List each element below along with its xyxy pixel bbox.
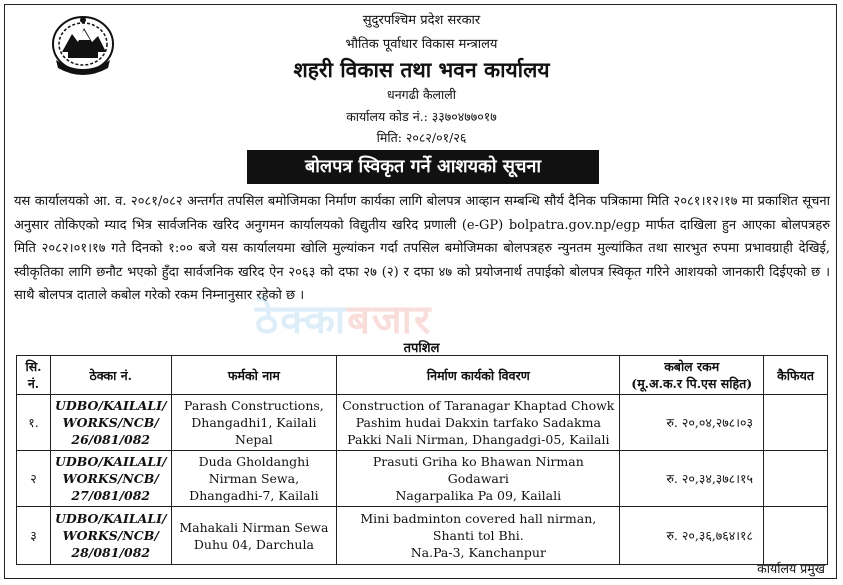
work-line: Prasuti Griha ko Bhawan Nirman Godawari: [372, 454, 584, 486]
header-work: निर्माण कार्यको विवरण: [337, 356, 620, 395]
work-line: Pashim hudai Dakxin tarfako Sadakma: [355, 415, 601, 430]
cell-work: [337, 507, 620, 565]
province-government: सुदुरपश्चिम प्रदेश सरकार: [362, 13, 481, 28]
cell-firm: [171, 451, 337, 507]
header-firm: फर्मको नाम: [171, 356, 337, 395]
cell-remarks: [764, 395, 828, 451]
work-line: Construction of Taranagar Khaptad Chowk: [342, 398, 615, 413]
firm-line: Parash Constructions,: [184, 398, 324, 413]
cell-sn: ३: [17, 507, 51, 565]
contract-line: 28/081/082: [71, 545, 151, 560]
cell-work: [337, 451, 620, 507]
office-name: शहरी विकास तथा भवन कार्यालय: [293, 57, 550, 82]
watermark-part2: बजार: [347, 297, 433, 343]
table-header-row: [17, 356, 828, 395]
cell-amount: रु. २०,३४,३७८।१५: [620, 451, 764, 507]
table-row: [17, 451, 828, 507]
notice-body: यस कार्यालयको आ. व. २०८१/०८२ अन्तर्गत तपसिल बमोजिमका निर्माण कार्यका लागि बोलपत्र आव्हान सम्बन्धि सौर्य दैनिक पत्रिकामा मिति २०८१।१२।१७ मा प्रकाशित सूचना अनुसार तोकिएको म्याद भित्र सार्वजनिक खरिद अनुगमन कार्यालयको विद्युतीय खरिद प्रणाली (e-GP) bolpatra.gov.np/egp मार्फत दाखिला हुन आएका बोलपत्रहरु मिति २०८२।०१।१७ गते दिनको १:०० बजे यस कार्यालयमा खोलि मुल्यांकन गर्दा तपसिल बमोजिमका बोलपत्रहरु न्युनतम मुल्यांकित तथा सारभुत रुपमा प्रभावग्राही देखिई, स्वीकृतिका लागि छनौट भएको हुँदा सार्वजनिक खरिद ऐन २०६३ को दफा २७ (२) र दफा ४७ को प्रयोजनार्थ तपाईको बोलपत्र स्विकृत गरिने आशयको जानकारी दिईएको छ । साथै बोलपत्र दाताले कबोल गरेको रकम निम्नानुसार रहेको छ ।: [14, 194, 830, 303]
notice-title: बोलपत्र स्विकृत गर्ने आशयको सूचना: [247, 150, 599, 184]
firm-line: Dhangadhi-7, Kailali: [189, 488, 319, 503]
firm-line: Mahakali Nirman Sewa: [179, 519, 329, 535]
header-sn: सि. नं.: [17, 356, 51, 395]
firm-line: Dhangadhi1, Kailali: [191, 415, 317, 430]
contract-line: WORKS/NCB/: [62, 471, 159, 486]
contract-line: UDBO/KAILALI/: [54, 398, 167, 413]
header-amount: [620, 356, 764, 395]
table-row: [17, 507, 828, 565]
cell-amount: रु. २०,३६,७६४।१८: [620, 507, 764, 565]
cell-contract-no: [50, 451, 171, 507]
firm-line: Duda Gholdanghi: [198, 454, 310, 469]
cell-sn: २: [17, 451, 51, 507]
cell-firm: [171, 507, 337, 565]
work-line: Mini badminton covered hall nirman,: [360, 511, 597, 526]
cell-remarks: [764, 507, 828, 565]
header-amount-line2: (मू.अ.क.र पि.एस सहित): [631, 376, 753, 391]
firm-line: Duhu 04, Darchula: [193, 536, 314, 552]
work-line: Nagarpalika Pa 09, Kailali: [395, 488, 562, 503]
contract-line: 27/081/082: [71, 488, 151, 503]
contract-line: UDBO/KAILALI/: [54, 511, 167, 526]
notice-date: मिति: २०८२/०१/२६: [376, 130, 467, 145]
cell-contract-no: [50, 395, 171, 451]
contract-line: UDBO/KAILALI/: [54, 454, 167, 469]
header-amount-line1: कबोल रकम: [664, 359, 720, 374]
contract-line: 26/081/082: [71, 432, 151, 447]
cell-firm: [171, 395, 337, 451]
watermark-part1: ठेक्का: [255, 297, 348, 343]
office-location: धनगढी कैलाली: [387, 87, 456, 102]
work-line: Na.Pa-3, Kanchanpur: [410, 545, 546, 560]
cell-amount: रु. २०,०४,२७८।०३: [620, 395, 764, 451]
table-row: [17, 395, 828, 451]
cell-contract-no: [50, 507, 171, 565]
watermark: [255, 290, 432, 345]
ministry-name: भौतिक पूर्वाधार विकास मन्त्रालय: [345, 37, 498, 52]
header-remarks: कैफियत: [764, 356, 828, 395]
cell-sn: १.: [17, 395, 51, 451]
cell-work: [337, 395, 620, 451]
contract-table: [16, 355, 828, 565]
firm-line: Nirman Sewa,: [208, 471, 300, 486]
contract-line: WORKS/NCB/: [62, 528, 159, 543]
work-line: Pakki Nali Nirman, Dhangadgi-05, Kailali: [347, 432, 610, 447]
signature-label: कार्यालय प्रमुख: [757, 561, 825, 576]
work-line: Shanti tol Bhi.: [432, 528, 524, 543]
firm-line: Nepal: [235, 432, 273, 447]
cell-remarks: [764, 451, 828, 507]
office-code: कार्यालय कोड नं.: ३३७०४७७०१७: [346, 109, 497, 124]
contract-line: WORKS/NCB/: [62, 415, 159, 430]
table-caption: तपशिल: [403, 341, 440, 356]
header-contract-no: ठेक्का नं.: [50, 356, 171, 395]
